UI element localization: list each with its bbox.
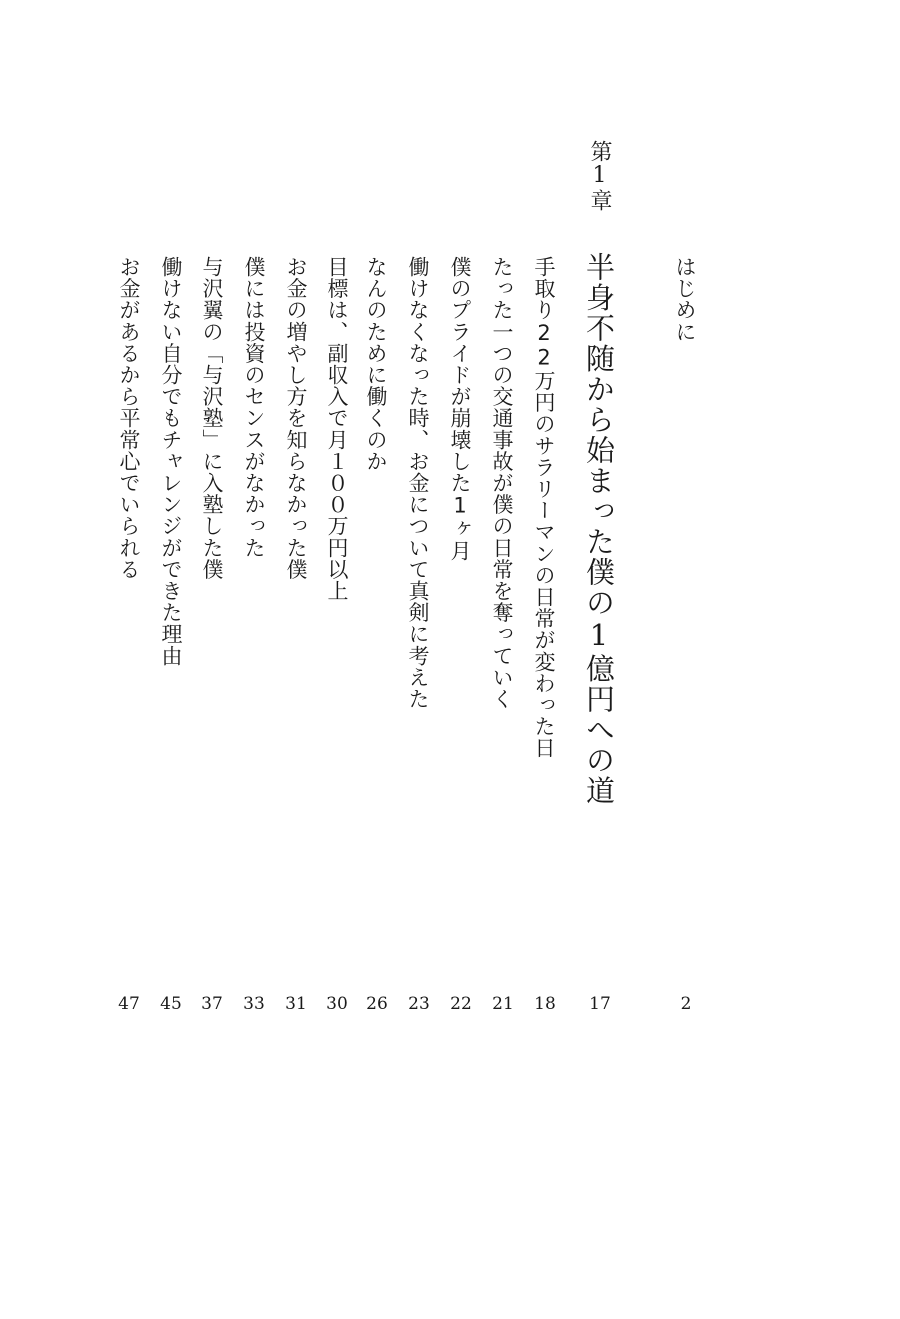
- toc-entry-title: 働けない自分でもチャレンジができた理由: [159, 256, 183, 667]
- toc-entry-page: 26: [366, 994, 388, 1014]
- toc-entry-page: 33: [243, 994, 265, 1014]
- toc-entry-title: 目標は、副収入で月１００万円以上: [325, 256, 349, 602]
- toc-entry-title: なんのために働くのか: [364, 256, 388, 472]
- toc-entry-page: 18: [534, 994, 556, 1014]
- toc-entry-page: 47: [118, 994, 140, 1014]
- chapter-title: 半身不随から始まった僕の1億円への道: [582, 252, 616, 806]
- toc-entry-title: 与沢翼の「与沢塾」に入塾した僕: [200, 256, 224, 580]
- toc-entry-page: 21: [492, 994, 514, 1014]
- chapter-page: 17: [589, 994, 611, 1014]
- toc-entry-title: 僕のプライドが崩壊した1ヶ月: [448, 256, 472, 562]
- chapter-label: 第1章: [587, 140, 612, 212]
- toc-entry-page: 45: [160, 994, 182, 1014]
- toc-entry-page: 31: [285, 994, 307, 1014]
- toc-entry-page: 23: [408, 994, 430, 1014]
- toc-entry-title: 手取り22万円のサラリーマンの日常が変わった日: [532, 256, 556, 759]
- toc-entry-title: お金の増やし方を知らなかった僕: [284, 256, 308, 580]
- toc-entry-page: 30: [326, 994, 348, 1014]
- toc-entry-page: 37: [201, 994, 223, 1014]
- toc-entry-title: たった一つの交通事故が僕の日常を奪っていく: [490, 256, 514, 710]
- toc-entry-page: 22: [450, 994, 472, 1014]
- toc-intro-title: はじめに: [673, 256, 697, 343]
- toc-entry-title: お金があるから平常心でいられる: [117, 256, 141, 580]
- toc-intro-page: 2: [680, 994, 692, 1014]
- toc-entry-title: 働けなくなった時、お金について真剣に考えた: [406, 256, 430, 710]
- toc-entry-title: 僕には投資のセンスがなかった: [242, 256, 266, 559]
